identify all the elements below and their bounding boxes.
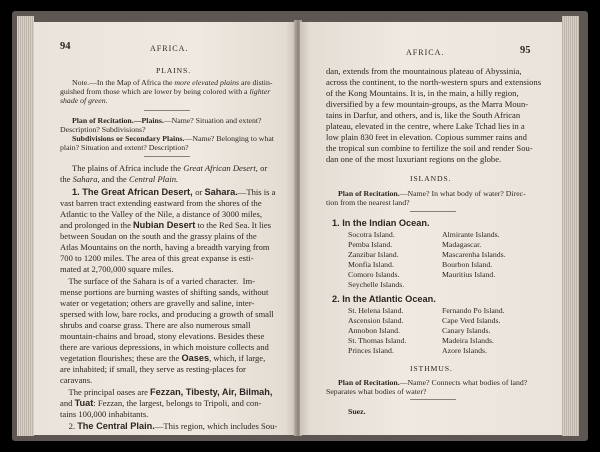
plains-heading: PLAINS. xyxy=(156,66,191,75)
island-item: Fernando Po Island. xyxy=(442,306,505,315)
indian-ocean-heading: 1. In the Indian Ocean. xyxy=(332,218,430,228)
body-line: Atlantic to the Valley of the Nile, a distance of 3000 miles, xyxy=(60,209,262,219)
islands-heading: ISLANDS. xyxy=(410,174,452,183)
island-item: Almirante Islands. xyxy=(442,230,500,239)
page-number-right: 95 xyxy=(520,45,531,56)
recitation-line: tion from the nearest land? xyxy=(326,198,410,207)
body-line: water or vegetation; others are gravelly and saline, inter- xyxy=(60,298,255,308)
left-page-edges xyxy=(17,16,34,436)
island-item: Ascension Island. xyxy=(348,316,404,325)
island-item: Mauritius Island. xyxy=(442,270,496,279)
island-item: Canary Islands. xyxy=(442,326,491,335)
note-line: Note.—In the Map of Africa the more elevated plains are distin- xyxy=(72,78,273,87)
body-line: caravans. xyxy=(60,375,93,385)
body-line: mated at 2,700,000 square miles. xyxy=(60,264,174,274)
island-item: Annobon Island. xyxy=(348,326,400,335)
body-line: dan, extends from the mountainous plateau of Abyssinia, xyxy=(326,66,522,76)
island-item: Azore Islands. xyxy=(442,346,488,355)
body-line: tains in Darfur, and others, and is, like the South African xyxy=(326,110,521,120)
left-page xyxy=(34,22,296,435)
island-item: St. Thomas Island. xyxy=(348,336,407,345)
body-line: low plain 830 feet in elevation. Copious summer rains and xyxy=(326,132,527,142)
note-line: shade of green. xyxy=(60,96,108,105)
body-line: vast barren tract extending eastward from the shores of the xyxy=(60,198,262,208)
body-line: mense portions are burning wastes of shifting sands, without xyxy=(60,287,269,297)
divider-rule xyxy=(410,399,456,400)
intro-line: The plains of Africa include the Great African Desert, or xyxy=(72,163,268,173)
body-line: shrubs and coarse grass. There are also numerous small xyxy=(60,320,251,330)
island-item: Cape Verd Islands. xyxy=(442,316,501,325)
island-item: Mascarenha Islands. xyxy=(442,250,506,259)
island-item: St. Helena Island. xyxy=(348,306,404,315)
divider-rule xyxy=(144,110,190,111)
note-line: guished from those which are lower by being colored with a lighter xyxy=(60,87,271,96)
right-page xyxy=(300,22,562,435)
body-line: and Tuat: Fezzan, the largest, belongs to Tripoli, and con- xyxy=(60,398,262,408)
island-item: Madeira Islands. xyxy=(442,336,494,345)
island-item: Seychelle Islands. xyxy=(348,280,405,289)
atlantic-ocean-heading: 2. In the Atlantic Ocean. xyxy=(332,294,436,304)
body-line: plateau, elevated in the centre, where Lake Tchad lies in a xyxy=(326,121,525,131)
body-line: there are various depressions, in which moisture collects and xyxy=(60,342,269,352)
body-line: dan one of the most luxuriant regions on the globe. xyxy=(326,154,502,164)
body-line: diversified by a few mountain-groups, as the Marra Moun- xyxy=(326,99,529,109)
body-line: tains 100,000 inhabitants. xyxy=(60,409,149,419)
recitation-line: plain? Situation and extent? Description? xyxy=(60,143,189,152)
body-line: Atlas Mountains on the north, having a breadth varying from xyxy=(60,242,270,252)
island-item: Monfia Island. xyxy=(348,260,394,269)
recitation-line: Subdivisions or Secondary Plains.—Name? Belonging to what xyxy=(72,134,274,143)
island-item: Socotra Island. xyxy=(348,230,395,239)
body-line: The surface of the Sahara is of a varied character. Im- xyxy=(60,276,256,286)
body-line: 1. The Great African Desert, or Sahara.—This is a xyxy=(72,187,276,197)
body-line: The principal oases are Fezzan, Tibesty, Air, Bilmah, xyxy=(60,387,273,397)
right-page-edges xyxy=(562,16,579,436)
body-line: and prolonged in the Nubian Desert to the Red Sea. It lies xyxy=(60,220,271,230)
body-line: are inhabited; if small, they serve as resting-places for xyxy=(60,364,246,374)
isthmus-heading: ISTHMUS. xyxy=(410,364,453,373)
divider-rule xyxy=(410,211,456,212)
recitation-line: Description? Subdivisions? xyxy=(60,125,146,134)
isthmus-item: Suez. xyxy=(348,407,366,416)
recitation-line: Separates what bodies of water? xyxy=(326,387,427,396)
intro-line: the Sahara, and the Central Plain. xyxy=(60,174,179,184)
body-line: of the Kong Mountains. It is, in the main, a hilly region, xyxy=(326,88,519,98)
body-line: 700 to 1200 miles. The area of this great expanse is esti- xyxy=(60,253,254,263)
island-item: Comoro Islands. xyxy=(348,270,400,279)
body-line: mountain-chains and broad, stony elevations. Besides these xyxy=(60,331,265,341)
island-item: Pemba Island. xyxy=(348,240,393,249)
body-line: the tropical sun combine to fertilize the soil and render Sou- xyxy=(326,143,533,153)
body-line: vegetation flourishes; these are the Oases, which, if large, xyxy=(60,353,266,363)
recitation-line: Plan of Recitation.—Name? Connects what bodies of land? xyxy=(338,378,528,387)
recitation-line: Plan of Recitation.—Plains.—Name? Situation and extent? xyxy=(72,116,262,125)
body-line: between Soudan on the south and the grassy plains of the xyxy=(60,231,257,241)
body-line: 2. The Central Plain.—This region, which includes Sou- xyxy=(60,421,278,431)
island-item: Zanzibar Island. xyxy=(348,250,399,259)
page-number-left: 94 xyxy=(60,41,71,52)
divider-rule xyxy=(144,156,190,157)
body-line: spersed with low, bare rocks, and producing a growth of small xyxy=(60,309,274,319)
recitation-line: Plan of Recitation.—Name? In what body of water? Direc- xyxy=(338,189,526,198)
island-item: Bourbon Island. xyxy=(442,260,493,269)
running-head-left: AFRICA. xyxy=(150,44,189,53)
island-item: Madagascar. xyxy=(442,240,482,249)
island-item: Princes Island. xyxy=(348,346,394,355)
body-line: across the continent, to the north-western spurs and extensions xyxy=(326,77,542,87)
running-head-right: AFRICA. xyxy=(406,48,445,57)
